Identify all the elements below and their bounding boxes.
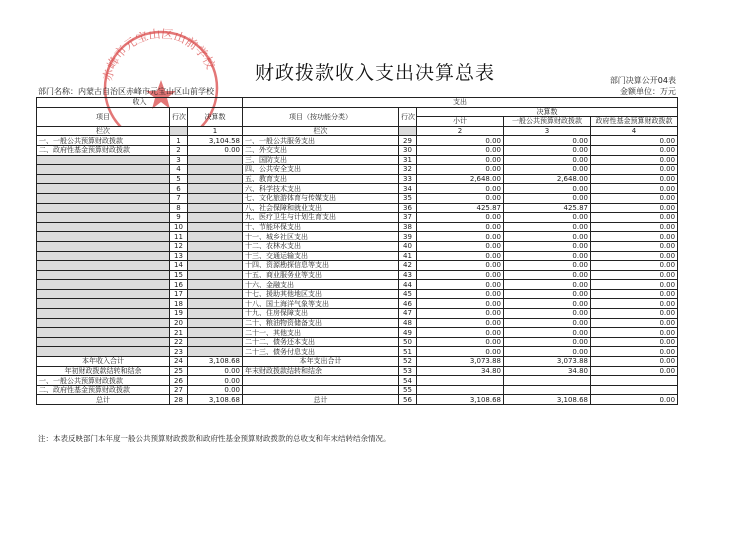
department-name: 部门名称：内蒙古自治区赤峰市元宝山区山前学校	[38, 87, 214, 96]
svg-text:赤峰市元宝山区山前学校: 赤峰市元宝山区山前学校	[100, 26, 218, 83]
income-item-cell	[37, 280, 170, 290]
form-code: 部门决算公开04表	[609, 76, 676, 85]
expense-general-cell: 0.00	[504, 337, 591, 347]
expense-gov-fund-cell	[591, 376, 678, 386]
income-line-cell: 20	[170, 318, 188, 328]
expense-general-cell: 0.00	[504, 165, 591, 175]
income-amount-cell	[188, 232, 243, 242]
income-amount-cell	[188, 261, 243, 271]
income-item-cell	[37, 203, 170, 213]
expense-subtotal-cell: 425.87	[417, 203, 504, 213]
income-line-cell: 1	[170, 136, 188, 146]
expense-item-cell: 九、医疗卫生与计划生育支出	[243, 213, 399, 223]
income-item-cell	[37, 232, 170, 242]
expense-gov-fund-cell: 0.00	[591, 165, 678, 175]
expense-general-cell: 0.00	[504, 328, 591, 338]
income-item-cell	[37, 165, 170, 175]
col-index-4: 4	[591, 126, 678, 136]
expense-gov-fund-cell: 0.00	[591, 280, 678, 290]
expense-gov-fund-cell: 0.00	[591, 193, 678, 203]
expense-line-cell: 38	[399, 222, 417, 232]
income-item-cell: 本年收入合计	[37, 357, 170, 367]
expense-line-cell: 50	[399, 337, 417, 347]
income-item-cell	[37, 270, 170, 280]
expense-general-cell: 0.00	[504, 261, 591, 271]
expense-line-cell: 54	[399, 376, 417, 386]
income-amount-cell: 0.00	[188, 145, 243, 155]
table-row	[37, 261, 678, 271]
expense-gov-fund-cell: 0.00	[591, 289, 678, 299]
expense-general-cell: 0.00	[504, 145, 591, 155]
expense-final-header: 决算数	[417, 107, 678, 117]
expense-general-cell: 0.00	[504, 309, 591, 319]
income-line-cell: 17	[170, 289, 188, 299]
income-amount-cell	[188, 280, 243, 290]
table-row	[37, 280, 678, 290]
income-line-cell: 5	[170, 174, 188, 184]
table-row	[37, 385, 678, 395]
expense-item-cell: 七、文化旅游体育与传媒支出	[243, 193, 399, 203]
table-row	[37, 347, 678, 357]
expense-subtotal-cell: 0.00	[417, 193, 504, 203]
expense-line-header: 行次	[399, 107, 417, 126]
income-item-cell: 总计	[37, 395, 170, 405]
col-index-2: 2	[417, 126, 504, 136]
income-amount-cell: 3,108.68	[188, 357, 243, 367]
expense-line-cell: 35	[399, 193, 417, 203]
expense-subtotal-cell: 0.00	[417, 318, 504, 328]
col-index-1: 1	[188, 126, 243, 136]
expense-line-cell: 43	[399, 270, 417, 280]
income-item-cell	[37, 337, 170, 347]
col-index-blank	[170, 126, 188, 136]
income-line-cell: 16	[170, 280, 188, 290]
table-row	[37, 395, 678, 405]
table-row	[37, 213, 678, 223]
expense-gov-fund-cell: 0.00	[591, 309, 678, 319]
expense-subtotal-cell: 0.00	[417, 270, 504, 280]
expense-item-cell: 本年支出合计	[243, 357, 399, 367]
income-item-cell	[37, 174, 170, 184]
expense-line-cell: 37	[399, 213, 417, 223]
expense-item-cell: 十八、国土海洋气象等支出	[243, 299, 399, 309]
expense-gov-fund-cell: 0.00	[591, 155, 678, 165]
expense-general-cell: 0.00	[504, 241, 591, 251]
expense-subtotal-cell: 0.00	[417, 309, 504, 319]
expense-item-cell: 一、一般公共服务支出	[243, 136, 399, 146]
income-line-cell: 4	[170, 165, 188, 175]
table-row	[37, 328, 678, 338]
expense-item-cell: 十一、城乡社区支出	[243, 232, 399, 242]
income-line-cell: 19	[170, 309, 188, 319]
expense-line-cell: 49	[399, 328, 417, 338]
table-row	[37, 299, 678, 309]
income-amount-cell	[188, 155, 243, 165]
expense-item-cell: 六、科学技术支出	[243, 184, 399, 194]
expense-gov-fund-cell: 0.00	[591, 251, 678, 261]
expense-gov-fund-cell: 0.00	[591, 174, 678, 184]
subtotal-header: 小计	[417, 117, 504, 127]
expense-subtotal-cell: 0.00	[417, 232, 504, 242]
table-row	[37, 376, 678, 386]
income-amount-cell	[188, 337, 243, 347]
expense-gov-fund-cell: 0.00	[591, 222, 678, 232]
income-line-cell: 7	[170, 193, 188, 203]
expense-item-cell: 年末财政拨款结转和结余	[243, 366, 399, 376]
expense-item-cell: 三、国防支出	[243, 155, 399, 165]
income-line-cell: 13	[170, 251, 188, 261]
income-line-header: 行次	[170, 107, 188, 126]
income-item-cell	[37, 184, 170, 194]
expense-item-cell: 二十、粮油物资储备支出	[243, 318, 399, 328]
expense-line-cell: 41	[399, 251, 417, 261]
table-row	[37, 174, 678, 184]
income-amount-cell	[188, 318, 243, 328]
expense-general-cell: 0.00	[504, 213, 591, 223]
amount-unit: 金额单位：万元	[620, 87, 676, 96]
income-amount-cell	[188, 203, 243, 213]
header-row-sections	[37, 98, 678, 108]
expense-line-cell: 52	[399, 357, 417, 367]
income-amount-cell	[188, 241, 243, 251]
income-item-cell	[37, 261, 170, 271]
expense-general-cell: 0.00	[504, 232, 591, 242]
expense-gov-fund-cell: 0.00	[591, 337, 678, 347]
table-row	[37, 203, 678, 213]
expense-gov-fund-cell: 0.00	[591, 261, 678, 271]
expense-general-cell: 0.00	[504, 318, 591, 328]
expense-general-cell: 0.00	[504, 270, 591, 280]
table-row	[37, 318, 678, 328]
expense-item-cell: 十六、金融支出	[243, 280, 399, 290]
expense-gov-fund-cell: 0.00	[591, 328, 678, 338]
expense-subtotal-cell: 0.00	[417, 145, 504, 155]
expense-line-cell: 44	[399, 280, 417, 290]
income-item-cell	[37, 347, 170, 357]
income-line-cell: 26	[170, 376, 188, 386]
expense-line-cell: 51	[399, 347, 417, 357]
expense-general-cell: 0.00	[504, 347, 591, 357]
expense-gov-fund-cell: 0.00	[591, 318, 678, 328]
expense-item-cell: 十五、商业服务业等支出	[243, 270, 399, 280]
income-line-cell: 27	[170, 385, 188, 395]
income-item-cell: 年初财政拨款结转和结余	[37, 366, 170, 376]
expense-subtotal-cell: 0.00	[417, 261, 504, 271]
expense-item-cell: 总计	[243, 395, 399, 405]
income-item-cell: 二、政府性基金预算财政拨款	[37, 145, 170, 155]
income-line-cell: 11	[170, 232, 188, 242]
income-item-cell	[37, 309, 170, 319]
expense-subtotal-cell: 0.00	[417, 280, 504, 290]
expense-general-cell: 0.00	[504, 184, 591, 194]
expense-general-cell: 0.00	[504, 222, 591, 232]
income-amount-cell	[188, 309, 243, 319]
expense-line-cell: 40	[399, 241, 417, 251]
income-item-cell	[37, 213, 170, 223]
income-amount-cell	[188, 328, 243, 338]
expense-line-cell: 56	[399, 395, 417, 405]
income-amount-cell: 3,104.58	[188, 136, 243, 146]
expense-subtotal-cell: 0.00	[417, 184, 504, 194]
income-item-cell	[37, 222, 170, 232]
expense-subtotal-cell: 3,108.68	[417, 395, 504, 405]
budget-table	[36, 97, 678, 405]
table-row	[37, 165, 678, 175]
income-amount-cell	[188, 184, 243, 194]
income-amount-cell	[188, 289, 243, 299]
expense-general-cell: 0.00	[504, 251, 591, 261]
income-line-cell: 6	[170, 184, 188, 194]
expense-item-cell: 二十一、其他支出	[243, 328, 399, 338]
expense-subtotal-cell: 0.00	[417, 347, 504, 357]
expense-subtotal-cell: 0.00	[417, 213, 504, 223]
income-item-cell: 二、政府性基金预算财政拨款	[37, 385, 170, 395]
expense-subtotal-cell: 0.00	[417, 155, 504, 165]
expense-item-cell: 八、社会保障和就业支出	[243, 203, 399, 213]
income-line-cell: 10	[170, 222, 188, 232]
table-row	[37, 145, 678, 155]
expense-general-cell: 0.00	[504, 280, 591, 290]
expense-line-cell: 29	[399, 136, 417, 146]
expense-general-cell	[504, 376, 591, 386]
income-line-cell: 9	[170, 213, 188, 223]
expense-general-cell: 0.00	[504, 299, 591, 309]
table-row	[37, 366, 678, 376]
expense-item-header: 项目（按功能分类）	[243, 107, 399, 126]
expense-line-cell: 45	[399, 289, 417, 299]
income-line-cell: 14	[170, 261, 188, 271]
income-line-cell: 24	[170, 357, 188, 367]
income-line-cell: 12	[170, 241, 188, 251]
table-row	[37, 337, 678, 347]
footnote: 注：本表反映部门本年度一般公共预算财政拨款和政府性基金预算财政拨款的总收支和年末结转结余情况。	[38, 434, 391, 443]
general-budget-header: 一般公共预算财政拨款	[504, 117, 591, 127]
income-amount-cell	[188, 165, 243, 175]
expense-line-cell: 53	[399, 366, 417, 376]
income-amount-cell: 3,108.68	[188, 395, 243, 405]
income-item-cell	[37, 241, 170, 251]
table-row	[37, 193, 678, 203]
header-row-column-index	[37, 126, 678, 136]
income-final-header: 决算数	[188, 107, 243, 126]
expense-line-cell: 42	[399, 261, 417, 271]
income-item-cell	[37, 155, 170, 165]
expense-general-cell: 34.80	[504, 366, 591, 376]
expense-gov-fund-cell	[591, 385, 678, 395]
expense-item-cell: 十九、住房保障支出	[243, 309, 399, 319]
income-amount-cell: 0.00	[188, 385, 243, 395]
income-line-cell: 25	[170, 366, 188, 376]
income-item-cell	[37, 193, 170, 203]
expense-gov-fund-cell: 0.00	[591, 366, 678, 376]
income-item-cell	[37, 328, 170, 338]
expense-gov-fund-cell: 0.00	[591, 184, 678, 194]
expense-item-cell: 十二、农林水支出	[243, 241, 399, 251]
col-index-label: 栏次	[243, 126, 399, 136]
income-amount-cell	[188, 251, 243, 261]
expense-item-cell	[243, 376, 399, 386]
income-line-cell: 2	[170, 145, 188, 155]
col-index-label: 栏次	[37, 126, 170, 136]
expense-line-cell: 34	[399, 184, 417, 194]
expense-item-cell: 十三、交通运输支出	[243, 251, 399, 261]
expense-gov-fund-cell: 0.00	[591, 395, 678, 405]
expense-section-header: 支出	[243, 98, 678, 108]
income-item-cell	[37, 289, 170, 299]
expense-subtotal-cell: 0.00	[417, 289, 504, 299]
income-item-header: 项目	[37, 107, 170, 126]
expense-gov-fund-cell: 0.00	[591, 270, 678, 280]
expense-line-cell: 30	[399, 145, 417, 155]
expense-subtotal-cell: 0.00	[417, 136, 504, 146]
income-item-cell	[37, 318, 170, 328]
table-row	[37, 251, 678, 261]
expense-subtotal-cell	[417, 385, 504, 395]
expense-gov-fund-cell: 0.00	[591, 136, 678, 146]
income-section-header: 收入	[37, 98, 243, 108]
expense-general-cell: 3,073.88	[504, 357, 591, 367]
income-amount-cell	[188, 347, 243, 357]
expense-item-cell	[243, 385, 399, 395]
table-row	[37, 270, 678, 280]
expense-item-cell: 四、公共安全支出	[243, 165, 399, 175]
income-line-cell: 15	[170, 270, 188, 280]
expense-gov-fund-cell: 0.00	[591, 347, 678, 357]
table-row	[37, 184, 678, 194]
expense-item-cell: 十四、资源勘探信息等支出	[243, 261, 399, 271]
expense-line-cell: 32	[399, 165, 417, 175]
header-row-columns	[37, 107, 678, 117]
expense-subtotal-cell: 3,073.88	[417, 357, 504, 367]
expense-general-cell: 0.00	[504, 136, 591, 146]
income-amount-cell	[188, 213, 243, 223]
table-row	[37, 241, 678, 251]
table-row	[37, 155, 678, 165]
expense-general-cell: 0.00	[504, 289, 591, 299]
expense-subtotal-cell: 34.80	[417, 366, 504, 376]
expense-subtotal-cell: 0.00	[417, 337, 504, 347]
expense-line-cell: 47	[399, 309, 417, 319]
expense-subtotal-cell: 0.00	[417, 165, 504, 175]
expense-item-cell: 二、外交支出	[243, 145, 399, 155]
expense-subtotal-cell: 0.00	[417, 328, 504, 338]
expense-subtotal-cell: 0.00	[417, 251, 504, 261]
expense-subtotal-cell	[417, 376, 504, 386]
expense-item-cell: 十、节能环保支出	[243, 222, 399, 232]
expense-item-cell: 二十二、债务还本支出	[243, 337, 399, 347]
expense-line-cell: 48	[399, 318, 417, 328]
expense-gov-fund-cell: 0.00	[591, 145, 678, 155]
income-line-cell: 21	[170, 328, 188, 338]
income-line-cell: 18	[170, 299, 188, 309]
expense-general-cell: 3,108.68	[504, 395, 591, 405]
income-item-cell	[37, 251, 170, 261]
expense-general-cell	[504, 385, 591, 395]
table-row	[37, 309, 678, 319]
income-amount-cell	[188, 270, 243, 280]
col-index-3: 3	[504, 126, 591, 136]
expense-gov-fund-cell: 0.00	[591, 213, 678, 223]
expense-line-cell: 55	[399, 385, 417, 395]
income-amount-cell: 0.00	[188, 376, 243, 386]
table-row	[37, 289, 678, 299]
income-amount-cell: 0.00	[188, 366, 243, 376]
expense-gov-fund-cell: 0.00	[591, 241, 678, 251]
table-row	[37, 232, 678, 242]
income-amount-cell	[188, 299, 243, 309]
expense-line-cell: 46	[399, 299, 417, 309]
expense-subtotal-cell: 0.00	[417, 222, 504, 232]
income-amount-cell	[188, 174, 243, 184]
table-row	[37, 222, 678, 232]
income-amount-cell	[188, 193, 243, 203]
expense-general-cell: 0.00	[504, 155, 591, 165]
income-line-cell: 28	[170, 395, 188, 405]
col-index-blank	[399, 126, 417, 136]
expense-item-cell: 五、教育支出	[243, 174, 399, 184]
income-item-cell	[37, 299, 170, 309]
expense-general-cell: 0.00	[504, 193, 591, 203]
income-line-cell: 23	[170, 347, 188, 357]
expense-item-cell: 二十三、债务付息支出	[243, 347, 399, 357]
expense-subtotal-cell: 2,648.00	[417, 174, 504, 184]
income-line-cell: 3	[170, 155, 188, 165]
income-item-cell: 一、一般公共预算财政拨款	[37, 136, 170, 146]
gov-fund-header: 政府性基金预算财政拨款	[591, 117, 678, 127]
expense-item-cell: 十七、援助其他地区支出	[243, 289, 399, 299]
table-row	[37, 357, 678, 367]
expense-line-cell: 33	[399, 174, 417, 184]
expense-line-cell: 36	[399, 203, 417, 213]
expense-gov-fund-cell: 0.00	[591, 357, 678, 367]
income-line-cell: 8	[170, 203, 188, 213]
expense-subtotal-cell: 0.00	[417, 241, 504, 251]
expense-line-cell: 31	[399, 155, 417, 165]
income-item-cell: 一、一般公共预算财政拨款	[37, 376, 170, 386]
expense-general-cell: 2,648.00	[504, 174, 591, 184]
expense-gov-fund-cell: 0.00	[591, 232, 678, 242]
table-row	[37, 136, 678, 146]
expense-subtotal-cell: 0.00	[417, 299, 504, 309]
income-line-cell: 22	[170, 337, 188, 347]
report-title: 财政拨款收入支出决算总表	[254, 62, 495, 84]
income-amount-cell	[188, 222, 243, 232]
expense-general-cell: 425.87	[504, 203, 591, 213]
expense-line-cell: 39	[399, 232, 417, 242]
expense-gov-fund-cell: 0.00	[591, 299, 678, 309]
expense-gov-fund-cell: 0.00	[591, 203, 678, 213]
